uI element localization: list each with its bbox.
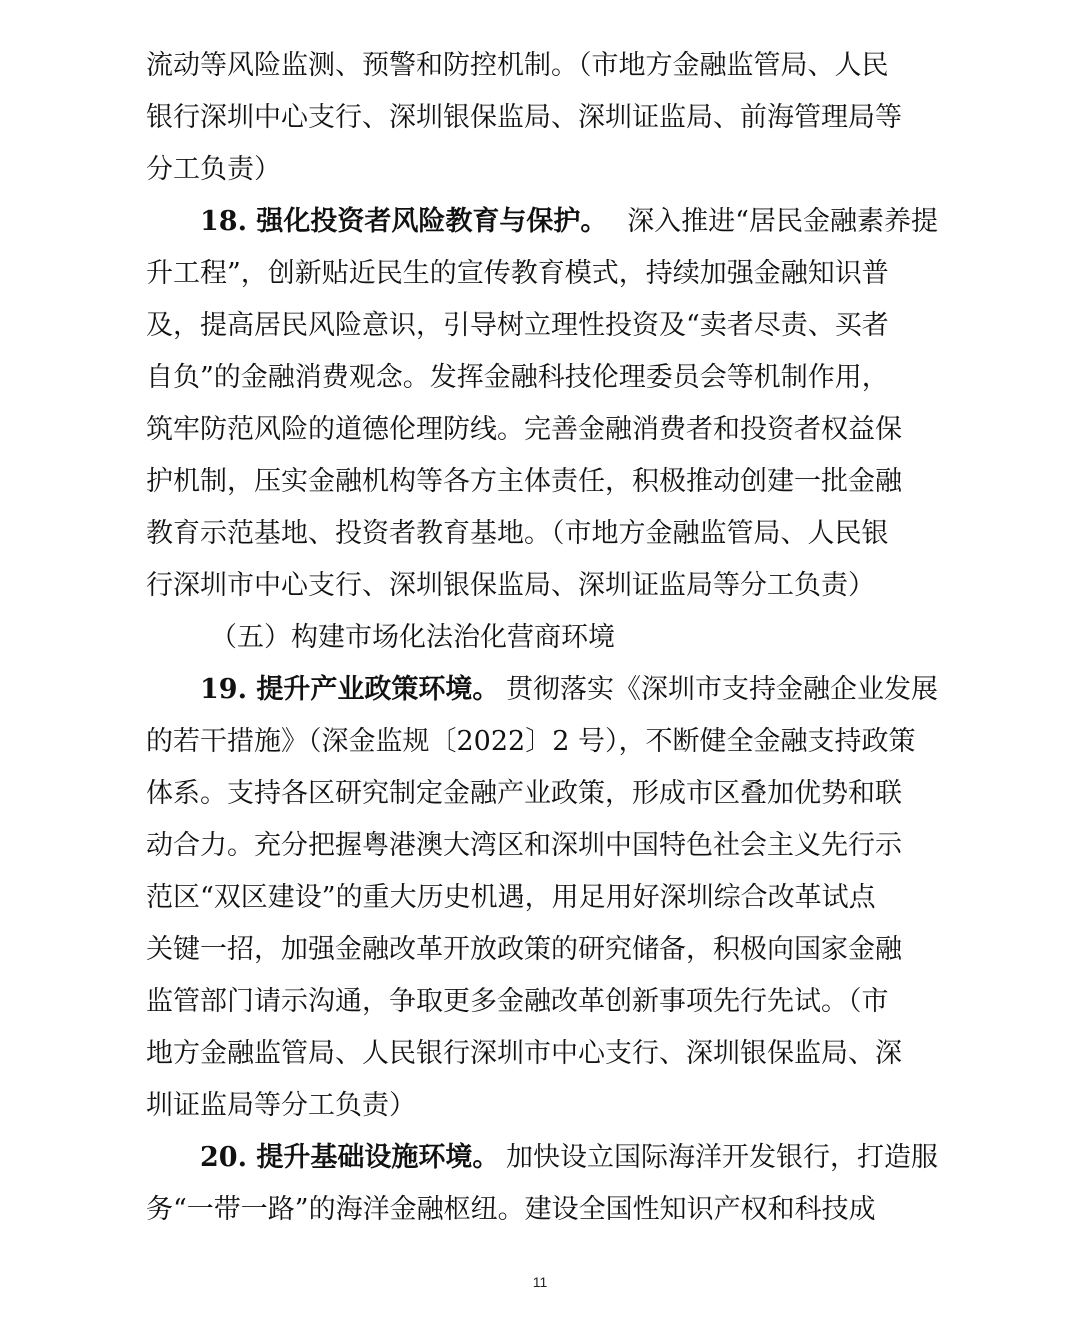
text-line: 教育示范基地、投资者教育基地。（市地方金融监管局、人民银 (146, 518, 889, 549)
text-line: 动合力。充分把握粤港澳大湾区和深圳中国特色社会主义先行示 (146, 830, 902, 861)
text-line: 筑牢防范风险的道德伦理防线。完善金融消费者和投资者权益保 (146, 414, 902, 445)
text-line: 流动等风险监测、预警和防控机制。（市地方金融监管局、人民 (146, 50, 889, 81)
item-19-title: 19. 提升产业政策环境。 (200, 674, 500, 705)
item-20-title: 20. 提升基础设施环境。 (200, 1142, 500, 1173)
text-line: 范区“双区建设”的重大历史机遇，用足用好深圳综合改革试点 (146, 882, 876, 913)
section-heading: （五）构建市场化法治化营商环境 (210, 622, 615, 653)
text-line: 务“一带一路”的海洋金融枢纽。建设全国性知识产权和科技成 (146, 1194, 876, 1225)
text-line: 自负”的金融消费观念。发挥金融科技伦理委员会等机制作用， (146, 362, 889, 393)
text-line: 圳证监局等分工负责） (146, 1090, 416, 1121)
paragraph-18-first-line: 18. 强化投资者风险教育与保护。 深入推进“居民金融素养提 (146, 196, 938, 248)
text-line: 银行深圳中心支行、深圳银保监局、深圳证监局、前海管理局等 (146, 102, 902, 133)
text-line: 护机制，压实金融机构等各方主体责任，积极推动创建一批金融 (146, 466, 902, 497)
item-18-title: 18. 强化投资者风险教育与保护。 (200, 206, 608, 237)
document-body (146, 40, 938, 1236)
paragraph-19-first-line: 19. 提升产业政策环境。 贯彻落实《深圳市支持金融企业发展 (146, 664, 938, 716)
text-line: 行深圳市中心支行、深圳银保监局、深圳证监局等分工负责） (146, 570, 875, 601)
text-line: 体系。支持各区研究制定金融产业政策，形成市区叠加优势和联 (146, 778, 902, 809)
text-line: 升工程”，创新贴近民生的宣传教育模式，持续加强金融知识普 (146, 258, 889, 289)
text-line: 地方金融监管局、人民银行深圳市中心支行、深圳银保监局、深 (146, 1038, 902, 1069)
page-number: 11 (532, 1274, 548, 1290)
text-line: 及，提高居民风险意识，引导树立理性投资及“卖者尽责、买者 (146, 310, 889, 341)
text-line: 关键一招，加强金融改革开放政策的研究储备，积极向国家金融 (146, 934, 902, 965)
text-line: 分工负责） (146, 154, 281, 185)
text-line: 的若干措施》（深金监规〔2022〕2 号），不断健全金融支持政策 (146, 726, 916, 757)
text-line: 监管部门请示沟通，争取更多金融改革创新事项先行先试。（市 (146, 986, 889, 1017)
paragraph-20-first-line: 20. 提升基础设施环境。 加快设立国际海洋开发银行，打造服 (146, 1132, 938, 1184)
